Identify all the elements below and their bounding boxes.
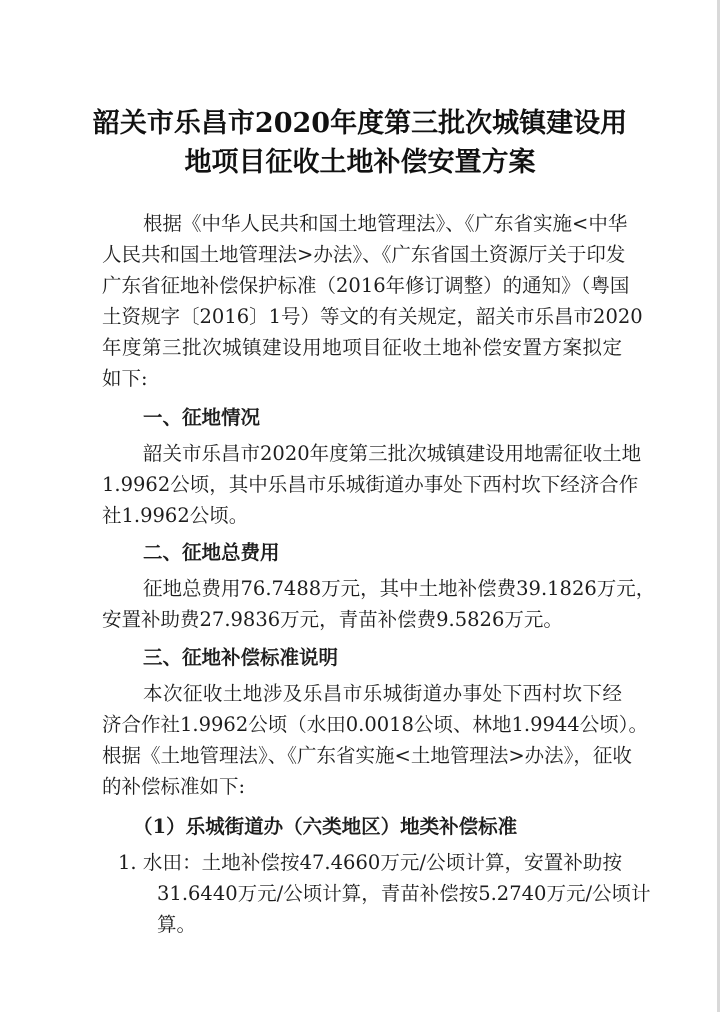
section-line: 根据《土地管理法》、《广东省实施<土地管理法>办法》，征收 xyxy=(102,744,632,767)
subsection-heading: （1）乐城街道办（六类地区）地类补偿标准 xyxy=(133,815,518,838)
section-line: 安置补助费27.9836万元，青苗补偿费9.5826万元。 xyxy=(102,608,563,631)
intro-line: 广东省征地补偿保护标准（2016年修订调整）的通知》（粤国 xyxy=(102,274,630,297)
document-title-line-2: 地项目征收土地补偿安置方案 xyxy=(184,147,536,178)
section-line: 济合作社1.9962公顷（水田0.0018公顷、林地1.9944公顷）。 xyxy=(102,713,648,736)
section-heading: 二、征地总费用 xyxy=(143,541,280,564)
intro-line: 根据《中华人民共和国土地管理法》、《广东省实施<中华 xyxy=(143,212,628,235)
section-heading: 一、征地情况 xyxy=(143,406,261,429)
document-title-line-1: 韶关市乐昌市2020年度第三批次城镇建设用 xyxy=(92,108,628,139)
section-line: 韶关市乐昌市2020年度第三批次城镇建设用地需征收土地 xyxy=(143,442,642,465)
intro-line: 如下: xyxy=(102,367,148,390)
section-line: 1.9962公顷，其中乐昌市乐城街道办事处下西村坎下经济合作 xyxy=(102,473,639,496)
intro-line: 年度第三批次城镇建设用地项目征收土地补偿安置方案拟定 xyxy=(102,336,622,359)
section-line: 征地总费用76.7488万元，其中土地补偿费39.1826万元， xyxy=(143,577,656,600)
intro-line: 人民共和国土地管理法>办法》、《广东省国土资源厅关于印发 xyxy=(102,243,626,266)
section-heading: 三、征地补偿标准说明 xyxy=(143,646,339,669)
section-line: 本次征收土地涉及乐昌市乐城街道办事处下西村坎下经 xyxy=(143,682,622,705)
list-item-line: 算。 xyxy=(157,913,197,936)
section-line: 社1.9962公顷。 xyxy=(102,504,249,527)
list-item-line: 1. 水田：土地补偿按47.4660万元/公顷计算，安置补助按 xyxy=(118,851,622,874)
section-line: 的补偿标准如下: xyxy=(102,775,246,798)
list-item-line: 31.6440万元/公顷计算，青苗补偿按5.2740万元/公顷计 xyxy=(157,882,651,905)
intro-line: 土资规字〔2016〕1号）等文的有关规定，韶关市乐昌市2020 xyxy=(102,305,643,328)
